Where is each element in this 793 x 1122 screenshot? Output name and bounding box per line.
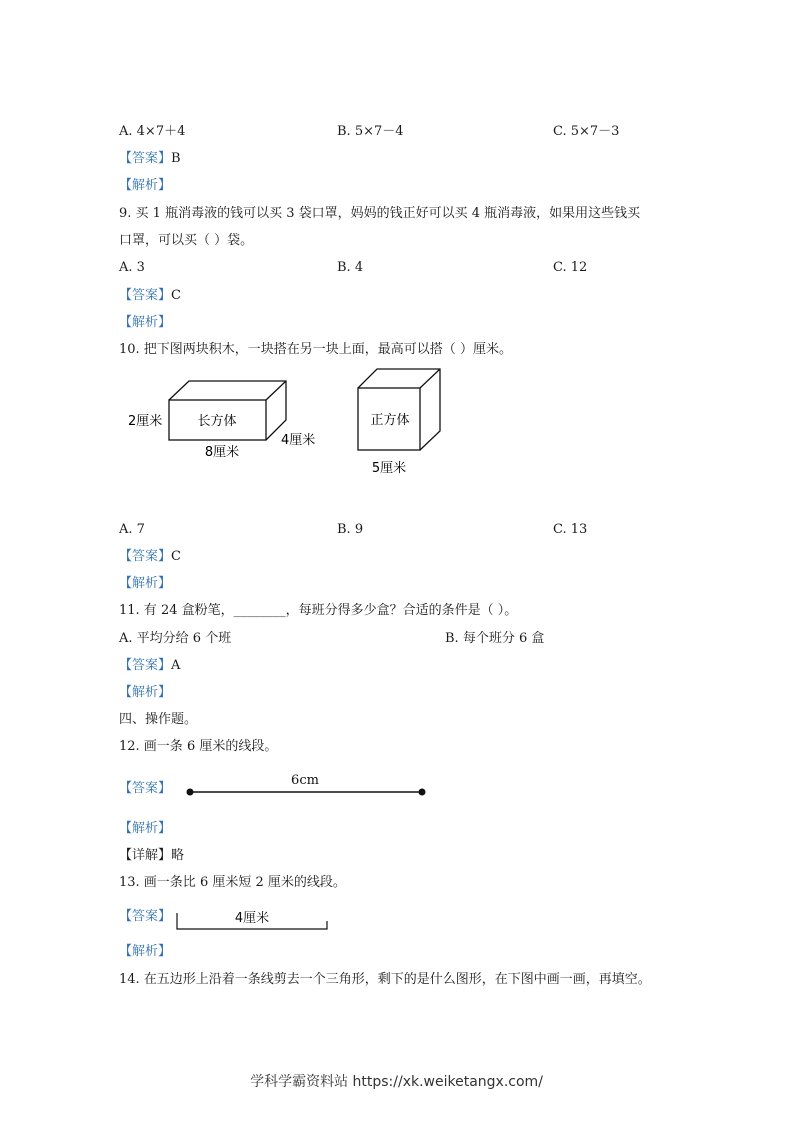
cube-shape [358, 369, 440, 450]
q11-option-b: B. 每个班分 6 盒 [445, 631, 545, 646]
q12-detail [119, 847, 184, 865]
answer-value: A [171, 658, 181, 673]
q9-text-line2: 口罩，可以买（ ）袋。 [119, 233, 254, 248]
footer-watermark: 学科学霸资料站 https://xk.weiketangx.com/ [250, 1074, 543, 1090]
q10-text: 10. 把下图两块积木，一块搭在另一块上面，最高可以搭（ ）厘米。 [119, 342, 512, 357]
answer-tag: 【答案】 [119, 288, 172, 303]
cube-label: 正方体 [370, 413, 410, 428]
q9-answer [119, 287, 181, 305]
segment-endpoint [419, 789, 426, 796]
detail-tag: 【详解】 [119, 848, 172, 863]
q12-analysis-tag: 【解析】 [119, 821, 172, 836]
q9-text-line1: 9. 买 1 瓶消毒液的钱可以买 3 袋口罩，妈妈的钱正好可以买 4 瓶消毒液，如果用这些钱买 [119, 206, 641, 221]
answer-tag: 【答案】 [119, 151, 172, 166]
q10-option-a: A. 7 [119, 522, 145, 537]
q12-answer-tag: 【答案】 [119, 781, 172, 796]
cuboid-length-label: 8厘米 [204, 445, 240, 460]
answer-value: C [171, 549, 181, 564]
answer-value: B [171, 151, 181, 166]
q9-option-b: B. 4 [337, 260, 364, 275]
q12-segment [180, 770, 440, 804]
q9-option-a: A. 3 [119, 260, 145, 275]
q10-figure [0, 360, 793, 490]
q8-answer [119, 150, 181, 168]
section-heading: 四、操作题。 [119, 712, 198, 727]
q11-analysis-tag: 【解析】 [119, 685, 172, 700]
q10-option-c: C. 13 [553, 522, 588, 537]
q11-answer [119, 657, 180, 675]
q13-answer-tag: 【答案】 [119, 909, 172, 924]
q10-answer [119, 548, 181, 566]
answer-tag: 【答案】 [119, 549, 172, 564]
segment-endpoint [187, 789, 194, 796]
detail-value: 略 [171, 848, 185, 863]
q8-option-b: B. 5×7－4 [337, 124, 404, 139]
q13-analysis-tag: 【解析】 [119, 944, 172, 959]
cuboid-shape [169, 381, 286, 440]
answer-value: C [171, 288, 181, 303]
answer-tag: 【答案】 [119, 658, 172, 673]
q13-segment [170, 904, 340, 934]
q11-option-a: A. 平均分给 6 个班 [119, 631, 232, 646]
q9-option-c: C. 12 [553, 260, 588, 275]
segment-label: 6cm [291, 773, 319, 788]
q8-analysis-tag: 【解析】 [119, 178, 172, 193]
q11-text: 11. 有 24 盒粉笔，________，每班分得多少盒？合适的条件是（ ）。 [119, 603, 518, 618]
q10-analysis-tag: 【解析】 [119, 576, 172, 591]
q8-option-a: A. 4×7＋4 [119, 124, 186, 139]
cuboid-height-label: 2厘米 [128, 414, 163, 429]
cube-edge-label: 5厘米 [371, 461, 407, 476]
q14-text: 14. 在五边形上沿着一条线剪去一个三角形，剩下的是什么图形，在下图中画一画，再填空。 [119, 972, 651, 987]
segment-label: 4厘米 [234, 911, 270, 926]
cuboid-width-label: 4厘米 [281, 433, 316, 448]
q9-analysis-tag: 【解析】 [119, 315, 172, 330]
q12-text: 12. 画一条 6 厘米的线段。 [119, 739, 278, 754]
cuboid-label: 长方体 [197, 414, 237, 429]
q8-option-c: C. 5×7－3 [553, 124, 620, 139]
q13-text: 13. 画一条比 6 厘米短 2 厘米的线段。 [119, 875, 346, 890]
q10-option-b: B. 9 [337, 522, 364, 537]
